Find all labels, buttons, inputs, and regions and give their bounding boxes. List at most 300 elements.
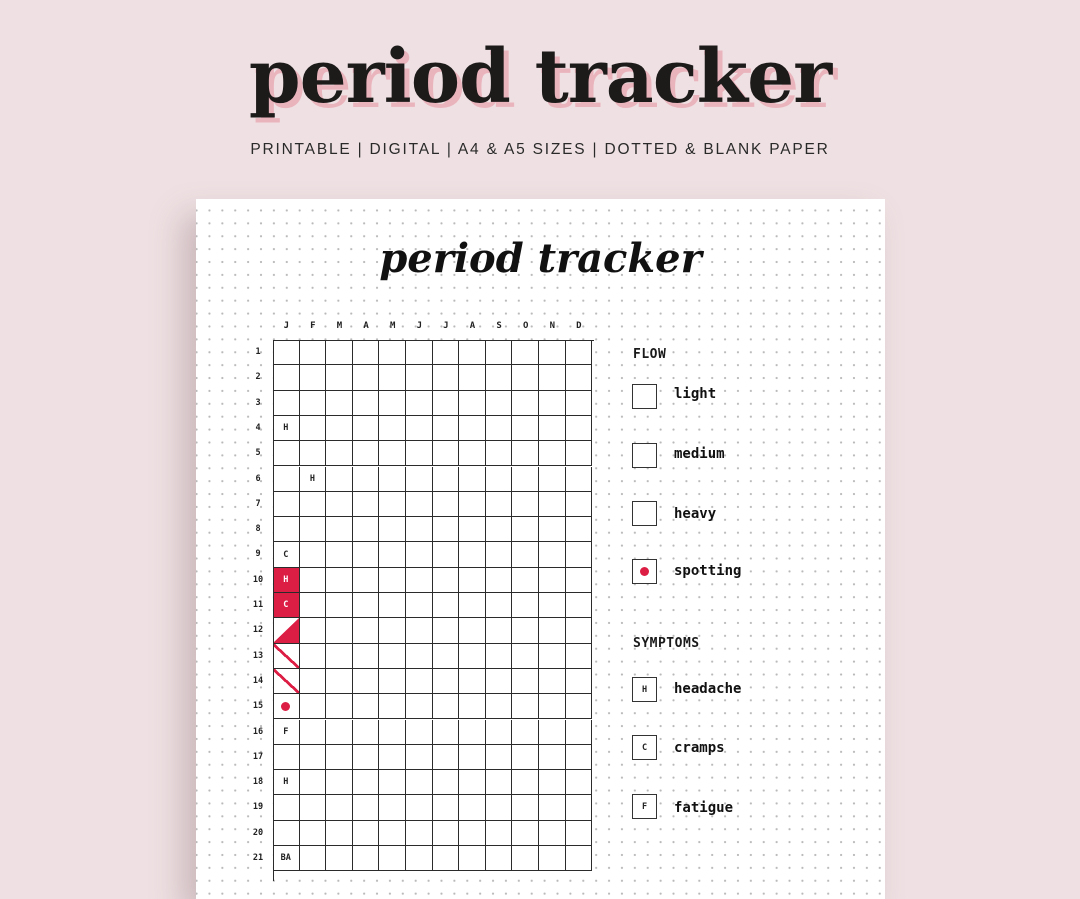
tracker-cell[interactable]	[512, 745, 539, 770]
day-label: 17	[252, 751, 264, 762]
tracker-cell[interactable]	[379, 795, 406, 820]
tracker-cell[interactable]	[326, 720, 353, 745]
tracker-cell[interactable]	[300, 720, 327, 745]
tracker-cell[interactable]	[459, 340, 486, 365]
tracker-cell[interactable]	[406, 568, 433, 593]
tracker-cell[interactable]	[433, 644, 460, 669]
tracker-cell[interactable]	[512, 391, 539, 416]
day-label: 18	[252, 777, 264, 788]
tracker-cell[interactable]	[300, 441, 327, 466]
legend-spotting-label: spotting	[674, 563, 742, 579]
tracker-cell[interactable]	[353, 568, 380, 593]
tracker-cell[interactable]: BA	[273, 846, 300, 871]
tracker-cell[interactable]	[539, 391, 566, 416]
tracker-cell[interactable]	[379, 745, 406, 770]
tracker-cell[interactable]	[459, 795, 486, 820]
month-label: J	[416, 321, 422, 331]
tracker-cell[interactable]	[273, 694, 300, 719]
tracker-cell[interactable]	[459, 846, 486, 871]
tracker-cell[interactable]	[486, 618, 513, 643]
tracker-cell[interactable]	[379, 391, 406, 416]
tracker-cell[interactable]	[379, 416, 406, 441]
tracker-cell[interactable]	[326, 795, 353, 820]
tracker-cell[interactable]	[566, 517, 593, 542]
tracker-cell[interactable]	[379, 669, 406, 694]
tracker-cell[interactable]	[300, 492, 327, 517]
tracker-cell[interactable]	[300, 745, 327, 770]
tracker-cell[interactable]	[539, 821, 566, 846]
tracker-cell[interactable]	[326, 694, 353, 719]
tracker-cell[interactable]	[566, 391, 593, 416]
tracker-cell[interactable]	[539, 795, 566, 820]
tracker-cell[interactable]: H	[273, 416, 300, 441]
tracker-cell[interactable]	[486, 795, 513, 820]
tracker-cell[interactable]	[486, 770, 513, 795]
tracker-cell[interactable]	[512, 593, 539, 618]
tracker-cell[interactable]	[353, 745, 380, 770]
tracker-cell[interactable]	[353, 365, 380, 390]
tracker-cell[interactable]	[273, 618, 300, 643]
tracker-cell[interactable]	[566, 568, 593, 593]
tracker-cell[interactable]	[566, 720, 593, 745]
tracker-cell[interactable]	[566, 365, 593, 390]
tracker-cell[interactable]	[512, 821, 539, 846]
tracker-cell[interactable]	[326, 669, 353, 694]
tracker-cell[interactable]	[406, 720, 433, 745]
tracker-cell[interactable]	[406, 745, 433, 770]
tracker-cell[interactable]	[406, 846, 433, 871]
tracker-cell[interactable]	[353, 492, 380, 517]
day-label: 11	[252, 600, 264, 610]
tracker-cell[interactable]	[353, 416, 380, 441]
legend-cramps-label: cramps	[674, 740, 725, 756]
month-label: A	[363, 321, 369, 331]
tracker-cell[interactable]	[353, 542, 380, 567]
tracker-cell[interactable]	[326, 441, 353, 466]
tracker-cell[interactable]	[433, 846, 460, 871]
tracker-cell[interactable]	[300, 517, 327, 542]
tracker-cell[interactable]	[459, 770, 486, 795]
tracker-cell[interactable]	[273, 517, 300, 542]
tracker-cell[interactable]	[539, 467, 566, 492]
tracker-cell[interactable]	[566, 694, 593, 719]
tracker-cell[interactable]	[406, 517, 433, 542]
tracker-cell[interactable]	[433, 467, 460, 492]
tracker-cell[interactable]	[459, 441, 486, 466]
tracker-cell[interactable]	[353, 517, 380, 542]
tracker-cell[interactable]	[353, 467, 380, 492]
tracker-cell[interactable]	[326, 568, 353, 593]
tracker-cell[interactable]: H	[273, 568, 300, 593]
tracker-cell[interactable]	[512, 416, 539, 441]
tracker-cell[interactable]	[512, 720, 539, 745]
tracker-cell[interactable]	[539, 593, 566, 618]
tracker-cell[interactable]	[486, 568, 513, 593]
tracker-cell[interactable]	[406, 770, 433, 795]
tracker-cell[interactable]	[273, 441, 300, 466]
tracker-cell[interactable]	[406, 441, 433, 466]
day-label: 9	[255, 549, 261, 560]
tracker-cell[interactable]	[539, 365, 566, 390]
day-label: 5	[255, 448, 261, 459]
spotting-dot-icon	[281, 702, 290, 711]
month-label: J	[283, 321, 289, 331]
tracker-cell[interactable]	[326, 821, 353, 846]
tracker-cell[interactable]	[512, 340, 539, 365]
tracker-cell[interactable]: C	[273, 542, 300, 567]
tracker-cell[interactable]	[539, 416, 566, 441]
tracker-cell[interactable]: F	[273, 720, 300, 745]
tracker-cell[interactable]	[273, 821, 300, 846]
legend-heavy-swatch	[632, 501, 657, 526]
legend-fatigue-code: F	[632, 794, 657, 819]
day-label: 13	[252, 650, 264, 661]
tracker-cell[interactable]	[300, 770, 327, 795]
month-label: S	[496, 321, 502, 331]
tracker-cell[interactable]	[273, 669, 300, 694]
tracker-cell[interactable]	[459, 593, 486, 618]
tracker-cell[interactable]	[512, 365, 539, 390]
day-label: 15	[252, 701, 264, 712]
symptoms-heading: SYMPTOMS	[633, 636, 700, 651]
tracker-cell[interactable]	[300, 795, 327, 820]
tracker-cell[interactable]	[273, 745, 300, 770]
tracker-cell[interactable]	[379, 568, 406, 593]
tracker-cell[interactable]	[459, 467, 486, 492]
tracker-cell[interactable]	[300, 593, 327, 618]
legend-fatigue-label: fatigue	[674, 800, 734, 816]
tracker-cell[interactable]	[406, 795, 433, 820]
tracker-cell[interactable]	[539, 618, 566, 643]
day-label: 14	[252, 675, 264, 686]
legend-medium-label: medium	[674, 446, 725, 462]
tracker-cell[interactable]	[300, 416, 327, 441]
tracker-cell[interactable]	[566, 416, 593, 441]
tracker-cell[interactable]	[300, 821, 327, 846]
tracker-cell[interactable]	[353, 669, 380, 694]
tracker-cell[interactable]	[326, 745, 353, 770]
tracker-cell[interactable]	[566, 846, 593, 871]
tracker-cell[interactable]	[406, 593, 433, 618]
tracker-cell[interactable]	[273, 365, 300, 390]
tracker-cell[interactable]	[300, 365, 327, 390]
tracker-cell[interactable]	[459, 391, 486, 416]
tracker-cell[interactable]	[433, 365, 460, 390]
tracker-cell[interactable]	[566, 821, 593, 846]
tracker-cell[interactable]	[512, 568, 539, 593]
legend-light-swatch	[632, 384, 657, 409]
tracker-cell[interactable]	[539, 492, 566, 517]
day-label: 1	[255, 347, 261, 357]
tracker-cell[interactable]	[353, 441, 380, 466]
tracker-cell[interactable]	[459, 720, 486, 745]
tracker-cell[interactable]	[326, 618, 353, 643]
legend-headache-code: H	[632, 677, 657, 702]
tracker-cell[interactable]	[353, 644, 380, 669]
tracker-cell[interactable]	[300, 391, 327, 416]
tracker-cell[interactable]	[566, 593, 593, 618]
tracker-cell[interactable]	[379, 644, 406, 669]
tracker-cell[interactable]	[459, 492, 486, 517]
tracker-cell[interactable]	[512, 770, 539, 795]
legend-headache-label: headache	[674, 681, 742, 697]
tracker-cell[interactable]	[273, 795, 300, 820]
tracker-cell[interactable]	[566, 467, 593, 492]
tracker-cell[interactable]	[512, 694, 539, 719]
tracker-cell[interactable]	[353, 340, 380, 365]
tracker-cell[interactable]	[326, 467, 353, 492]
tracker-cell[interactable]	[539, 770, 566, 795]
day-label: 12	[252, 625, 264, 636]
tracker-cell[interactable]	[406, 340, 433, 365]
tracker-cell[interactable]	[459, 416, 486, 441]
tracker-cell[interactable]	[539, 720, 566, 745]
tracker-cell[interactable]	[379, 694, 406, 719]
tracker-cell[interactable]	[326, 492, 353, 517]
tracker-cell[interactable]	[486, 391, 513, 416]
banner-title: period tracker	[248, 34, 832, 120]
tracker-cell[interactable]	[433, 618, 460, 643]
day-label: 16	[252, 726, 264, 737]
tracker-cell[interactable]	[433, 542, 460, 567]
day-label: 4	[255, 422, 261, 433]
tracker-cell[interactable]	[486, 745, 513, 770]
day-label: 2	[255, 372, 261, 383]
month-label: N	[549, 321, 555, 331]
tracker-cell[interactable]	[512, 517, 539, 542]
tracker-cell[interactable]	[433, 441, 460, 466]
tracker-cell[interactable]	[433, 568, 460, 593]
page-title: period tracker	[379, 235, 702, 282]
tracker-cell[interactable]: H	[300, 467, 327, 492]
tracker-cell[interactable]	[353, 694, 380, 719]
tracker-cell[interactable]	[406, 365, 433, 390]
tracker-cell[interactable]	[273, 644, 300, 669]
tracker-cell[interactable]	[379, 492, 406, 517]
month-label: A	[469, 321, 476, 331]
tracker-cell[interactable]	[566, 745, 593, 770]
tracker-cell[interactable]	[326, 340, 353, 365]
tracker-cell[interactable]	[379, 365, 406, 390]
tracker-cell[interactable]	[459, 644, 486, 669]
day-label: 10	[252, 574, 264, 585]
tracker-cell[interactable]	[539, 846, 566, 871]
tracker-cell[interactable]	[566, 770, 593, 795]
day-label: 8	[255, 524, 261, 535]
tracker-cell[interactable]	[406, 492, 433, 517]
day-label: 21	[252, 853, 264, 863]
tracker-cell[interactable]	[486, 492, 513, 517]
tracker-cell[interactable]	[486, 441, 513, 466]
tracker-cell[interactable]	[379, 593, 406, 618]
tracker-cell[interactable]	[300, 618, 327, 643]
tracker-cell[interactable]	[326, 365, 353, 390]
planner-page	[196, 199, 885, 899]
tracker-cell[interactable]	[379, 441, 406, 466]
tracker-cell[interactable]	[406, 669, 433, 694]
tracker-cell[interactable]	[459, 517, 486, 542]
tracker-cell[interactable]	[539, 441, 566, 466]
tracker-cell[interactable]	[433, 770, 460, 795]
tracker-cell[interactable]	[486, 593, 513, 618]
tracker-cell[interactable]	[353, 391, 380, 416]
tracker-cell[interactable]	[486, 669, 513, 694]
legend-spotting-swatch	[632, 559, 657, 584]
tracker-cell[interactable]	[433, 720, 460, 745]
tracker-cell[interactable]	[512, 542, 539, 567]
tracker-cell[interactable]: C	[273, 593, 300, 618]
tracker-cell[interactable]	[433, 795, 460, 820]
tracker-cell[interactable]	[353, 770, 380, 795]
tracker-cell[interactable]	[406, 416, 433, 441]
legend-light-label: light	[674, 386, 717, 402]
tracker-cell[interactable]	[379, 340, 406, 365]
day-label: 6	[255, 473, 261, 484]
month-label: O	[522, 321, 529, 331]
tracker-cell[interactable]	[566, 795, 593, 820]
tracker-cell[interactable]	[326, 846, 353, 871]
tracker-cell[interactable]	[353, 821, 380, 846]
tracker-cell[interactable]	[353, 593, 380, 618]
tracker-cell[interactable]	[379, 542, 406, 567]
tracker-cell[interactable]	[459, 365, 486, 390]
tracker-cell[interactable]	[379, 821, 406, 846]
tracker-cell[interactable]	[300, 644, 327, 669]
tracker-cell[interactable]	[566, 618, 593, 643]
tracker-cell[interactable]	[539, 644, 566, 669]
tracker-cell[interactable]	[406, 618, 433, 643]
tracker-cell[interactable]	[326, 542, 353, 567]
tracker-cell[interactable]: H	[273, 770, 300, 795]
tracker-cell[interactable]	[566, 644, 593, 669]
tracker-cell[interactable]	[459, 542, 486, 567]
tracker-cell[interactable]	[459, 568, 486, 593]
tracker-cell[interactable]	[273, 467, 300, 492]
tracker-cell[interactable]	[512, 795, 539, 820]
tracker-cell[interactable]	[273, 391, 300, 416]
tracker-cell[interactable]	[459, 669, 486, 694]
tracker-cell[interactable]	[300, 846, 327, 871]
tracker-cell[interactable]	[273, 492, 300, 517]
tracker-cell[interactable]	[512, 492, 539, 517]
tracker-cell[interactable]	[353, 795, 380, 820]
tracker-cell[interactable]	[459, 821, 486, 846]
tracker-cell[interactable]	[406, 644, 433, 669]
tracker-cell[interactable]	[486, 846, 513, 871]
tracker-cell[interactable]	[406, 542, 433, 567]
flow-heading: FLOW	[633, 347, 667, 362]
tracker-cell[interactable]	[539, 745, 566, 770]
tracker-cell[interactable]	[539, 669, 566, 694]
tracker-cell[interactable]	[406, 467, 433, 492]
tracker-cell[interactable]	[486, 720, 513, 745]
tracker-cell[interactable]	[300, 568, 327, 593]
tracker-cell[interactable]	[379, 467, 406, 492]
tracker-cell[interactable]	[273, 340, 300, 365]
tracker-cell[interactable]	[379, 846, 406, 871]
tracker-cell[interactable]	[300, 542, 327, 567]
tracker-cell[interactable]	[486, 340, 513, 365]
tracker-cell[interactable]	[353, 846, 380, 871]
tracker-cell[interactable]	[379, 770, 406, 795]
tracker-cell[interactable]	[486, 365, 513, 390]
tracker-cell[interactable]	[566, 492, 593, 517]
tracker-cell[interactable]	[433, 492, 460, 517]
tracker-cell[interactable]	[512, 846, 539, 871]
tracker-cell[interactable]	[486, 467, 513, 492]
tracker-cell[interactable]	[406, 391, 433, 416]
tracker-cell[interactable]	[300, 694, 327, 719]
tracker-cell[interactable]	[326, 391, 353, 416]
tracker-cell[interactable]	[326, 770, 353, 795]
tracker-cell[interactable]	[433, 593, 460, 618]
tracker-cell[interactable]	[539, 694, 566, 719]
tracker-cell[interactable]	[539, 517, 566, 542]
tracker-cell[interactable]	[486, 694, 513, 719]
tracker-cell[interactable]	[326, 593, 353, 618]
tracker-cell[interactable]	[566, 542, 593, 567]
tracker-cell[interactable]	[379, 618, 406, 643]
tracker-cell[interactable]	[486, 416, 513, 441]
tracker-cell[interactable]	[459, 745, 486, 770]
tracker-cell[interactable]	[459, 694, 486, 719]
tracker-cell[interactable]	[512, 467, 539, 492]
tracker-cell[interactable]	[512, 644, 539, 669]
month-label: J	[443, 321, 449, 331]
tracker-cell[interactable]	[459, 618, 486, 643]
tracker-cell[interactable]	[486, 821, 513, 846]
banner-subtitle: PRINTABLE | DIGITAL | A4 & A5 SIZES | DOTTED & BLANK PAPER	[250, 141, 830, 158]
tracker-cell[interactable]	[379, 517, 406, 542]
legend-cramps-code: C	[632, 735, 657, 760]
tracker-cell[interactable]	[486, 644, 513, 669]
tracker-cell[interactable]	[433, 517, 460, 542]
tracker-cell[interactable]	[326, 416, 353, 441]
month-label: M	[336, 321, 343, 331]
tracker-cell[interactable]	[379, 720, 406, 745]
tracker-cell[interactable]	[539, 340, 566, 365]
tracker-cell[interactable]	[326, 517, 353, 542]
tracker-cell[interactable]	[406, 694, 433, 719]
tracker-cell[interactable]	[353, 618, 380, 643]
tracker-cell[interactable]	[512, 669, 539, 694]
tracker-cell[interactable]	[539, 568, 566, 593]
month-label: F	[310, 321, 316, 331]
tracker-cell[interactable]	[486, 517, 513, 542]
tracker-cell[interactable]	[486, 542, 513, 567]
tracker-cell[interactable]	[300, 669, 327, 694]
tracker-cell[interactable]	[566, 441, 593, 466]
tracker-cell[interactable]	[433, 694, 460, 719]
tracker-cell[interactable]	[433, 669, 460, 694]
tracker-cell[interactable]	[566, 340, 593, 365]
tracker-cell[interactable]	[566, 669, 593, 694]
tracker-cell[interactable]	[512, 618, 539, 643]
tracker-cell[interactable]	[353, 720, 380, 745]
tracker-cell[interactable]	[300, 340, 327, 365]
tracker-cell[interactable]	[433, 391, 460, 416]
tracker-cell[interactable]	[406, 821, 433, 846]
day-label: 20	[252, 827, 264, 838]
tracker-cell[interactable]	[326, 644, 353, 669]
tracker-cell[interactable]	[512, 441, 539, 466]
tracker-cell[interactable]	[539, 542, 566, 567]
tracker-cell[interactable]	[433, 821, 460, 846]
legend-medium-swatch	[632, 443, 657, 468]
tracker-cell[interactable]	[433, 745, 460, 770]
tracker-cell[interactable]	[433, 416, 460, 441]
tracker-cell[interactable]	[433, 340, 460, 365]
